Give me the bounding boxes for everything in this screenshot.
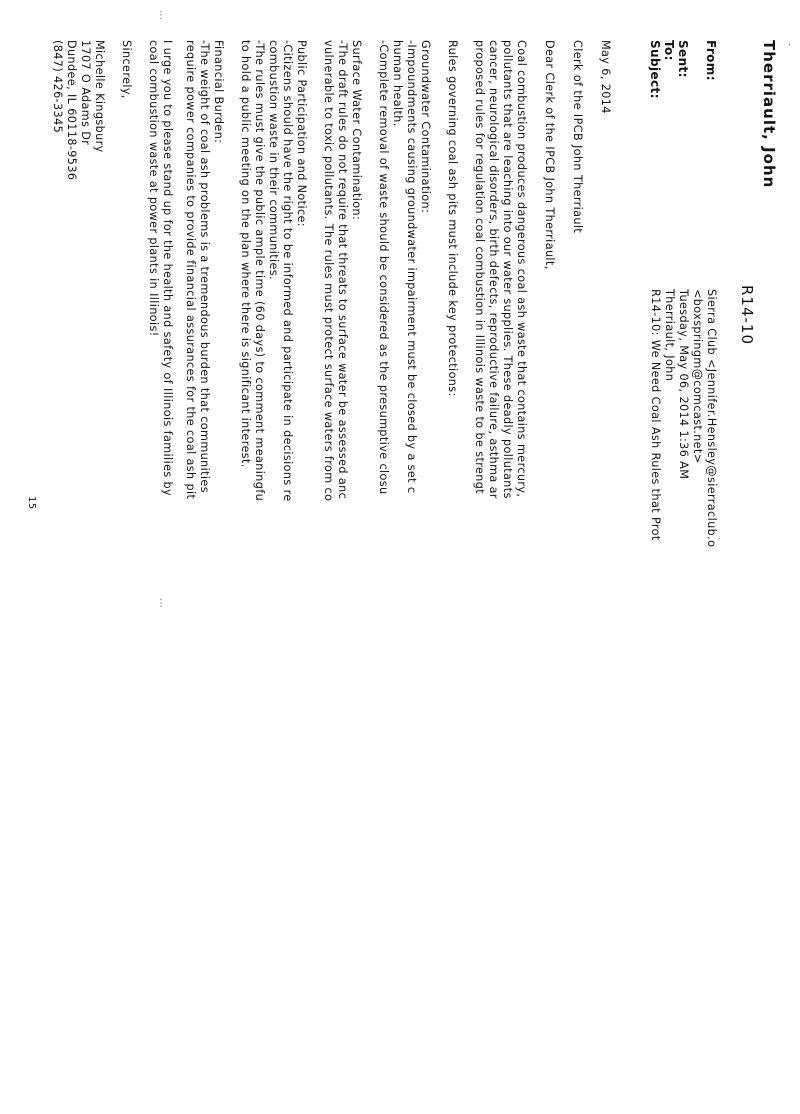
surface-line: -The draft rules do not require that threats to surface water be assessed anc (336, 40, 349, 500)
key-protections-line: Rules governing coal ash pits must include key protections: (446, 40, 459, 397)
subject-label: Subject: (648, 40, 662, 99)
intro-line: proposed rules for regulation coal combustion in Illinois waste to be strengt (473, 40, 486, 495)
public-line: -The rules must give the public ample time (60 days) to comment meaningfu (253, 40, 266, 502)
public-line: combustion waste in their communities. (267, 40, 280, 280)
signature-line: (847) 426-3345 (51, 40, 64, 134)
urge-line: coal combustion waste at power plants in Illinois! (147, 40, 160, 337)
surface-line: vulnerable to toxic pollutants. The rules must protect surface waters from co (322, 40, 335, 502)
signature-line: 1707 O Adams Dr (79, 40, 92, 146)
sent-label: Sent: (676, 40, 690, 78)
public-line: -Citizens should have the right to be informed and participate in decisions re (281, 40, 294, 502)
scan-dots: ⋮ (156, 10, 166, 21)
financial-line: require power companies to provide financial assurances for the coal ash pit (184, 40, 197, 500)
financial-heading: Financial Burden: (212, 40, 225, 144)
surface-heading: Surface Water Contamination: (350, 40, 363, 221)
subject-value: R14-10: We Need Coal Ash Rules that Prot (649, 289, 662, 541)
groundwater-line: -Impoundments causing groundwater impairment must be closed by a set c (405, 40, 418, 494)
scan-dots: ⋮ (156, 598, 166, 609)
docket-label: R14-10 (738, 285, 756, 346)
groundwater-heading: Groundwater Contamination: (419, 40, 432, 214)
groundwater-line: human health. (391, 40, 404, 127)
public-heading: Public Participation and Notice: (295, 40, 308, 227)
scan-dot: · (788, 40, 792, 51)
letter-date: May 6, 2014 (599, 40, 612, 114)
closing: Sincerely, (120, 40, 133, 99)
sent-value: Tuesday, May 06, 2014 1:36 AM (677, 289, 690, 480)
intro-line: cancer, neurological disorders, birth defects, reproductive failure, asthma ar (487, 40, 500, 499)
from-value-line1: Sierra Club <Jennifer.Hensley@sierraclub.o (705, 289, 718, 548)
from-value-line2: <boxspringm@comcast.net> (691, 289, 704, 464)
letter-salutation: Dear Clerk of the IPCB John Therriault, (543, 40, 556, 270)
signature-line: Dundee, IL 60118-9536 (65, 40, 78, 181)
to-value: Therriault, John (663, 289, 676, 382)
from-label: From: (704, 40, 718, 81)
page-number: 15 (26, 496, 37, 510)
sender-name: Therriault, John (760, 40, 778, 189)
signature-line: Michelle Kingsbury (93, 40, 106, 153)
intro-line: pollutants that are leaching into our water supplies. These deadly pollutants (501, 40, 514, 499)
to-label: To: (662, 40, 676, 61)
public-line: to hold a public meeting on the plan where there is significant interest. (239, 40, 252, 468)
groundwater-line: -Complete removal of waste should be considered as the presumptive closu (377, 40, 390, 495)
letter-addressee: Clerk of the IPCB John Therriault (571, 40, 584, 234)
intro-line: Coal combustion produces dangerous coal ash waste that contains mercury, (515, 40, 528, 498)
financial-line: -The weight of coal ash problems is a tremendous burden that communities (198, 40, 211, 493)
urge-line: I urge you to please stand up for the health and safety of Illinois families by (161, 40, 174, 497)
